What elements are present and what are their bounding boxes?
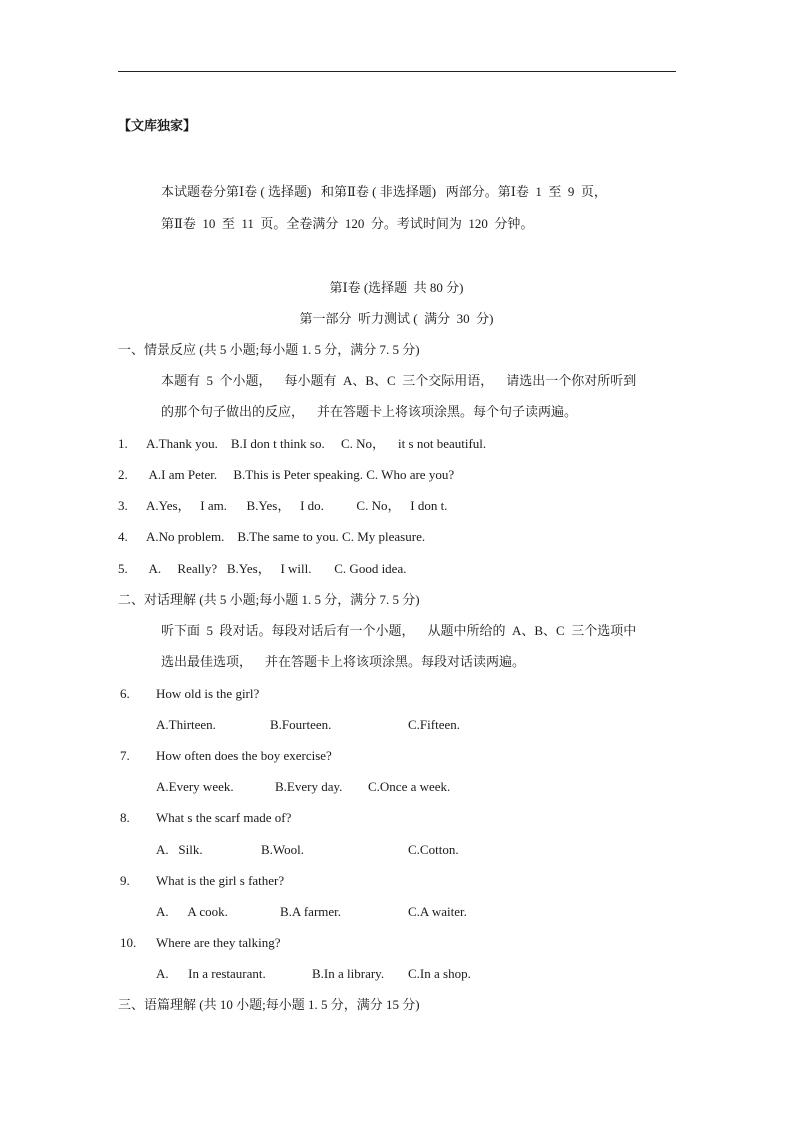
option-c: C.In a shop. [408,966,471,981]
option-c: C.Cotton. [408,842,459,857]
intro-line-2: 第Ⅱ卷 10 至 11 页。全卷满分 120 分。考试时间为 120 分钟。 [161,216,534,231]
option-c: C.A waiter. [408,904,467,919]
question-text: Where are they talking? [156,935,281,950]
section1-instructions-1: 本题有 5 个小题， 每小题有 A、B、C 三个交际用语， 请选出一个你对所听到 [161,373,637,388]
question-text: What is the girl s father? [156,873,285,888]
option-b: B.Fourteen. [270,717,332,732]
question-text: How often does the boy exercise? [156,748,332,763]
intro-line-1: 本试题卷分第Ⅰ卷 ( 选择题) 和第Ⅱ卷 ( 非选择题) 两部分。第Ⅰ卷 1 至 9 页， [161,184,607,199]
question-number: 8. [120,810,130,825]
part-title: 第一部分 听力测试 ( 满分 30 分) [299,311,494,326]
option-c: C.Once a week. [368,779,451,794]
section1-heading: 一、情景反应 (共 5 小题;每小题 1. 5 分，满分 7. 5 分) [118,342,420,357]
question-number: 2. [118,467,128,482]
question-text: A. Really? B.Yes， I will. C. Good idea. [146,561,407,576]
volume-title: 第Ⅰ卷 (选择题 共 80 分) [329,280,464,295]
question-text: What s the scarf made of? [156,810,292,825]
option-b: B.Wool. [261,842,305,857]
section2-heading: 二、对话理解 (共 5 小题;每小题 1. 5 分，满分 7. 5 分) [118,592,420,607]
option-a: A. In a restaurant. [156,966,266,981]
option-b: B.In a library. [312,966,385,981]
question-number: 3. [118,498,128,513]
option-b: B.Every day. [275,779,343,794]
question-number: 10. [120,935,137,950]
section1-instructions-2: 的那个句子做出的反应， 并在答题卡上将该项涂黑。每个句子读两遍。 [161,404,578,419]
question-text: A.Yes， I am. B.Yes， I do. C. No， I don t. [146,498,448,513]
option-a: A. A cook. [156,904,228,919]
section3-heading: 三、语篇理解 (共 10 小题;每小题 1. 5 分，满分 15 分) [118,997,420,1012]
question-number: 6. [120,686,130,701]
question-number: 4. [118,529,128,544]
question-text: A.Thank you. B.I don t think so. C. No， it s not beautiful. [146,436,487,451]
question-number: 7. [120,748,130,763]
question-text: A.I am Peter. B.This is Peter speaking. C. Who are you? [146,467,455,482]
section2-instructions-2: 选出最佳选项， 并在答题卡上将该项涂黑。每段对话读两遍。 [161,654,526,669]
section2-instructions-1: 听下面 5 段对话。每段对话后有一个小题， 从题中所给的 A、B、C 三个选项中 [161,623,637,638]
question-text: How old is the girl? [156,686,260,701]
question-number: 5. [118,561,128,576]
option-a: A.Every week. [156,779,234,794]
question-number: 9. [120,873,130,888]
exclusive-badge: 【文库独家】 [118,118,197,133]
header-rule [118,71,676,72]
question-number: 1. [118,436,128,451]
option-a: A. Silk. [156,842,203,857]
option-b: B.A farmer. [280,904,342,919]
option-a: A.Thirteen. [156,717,216,732]
question-text: A.No problem. B.The same to you. C. My pleasure. [146,529,426,544]
option-c: C.Fifteen. [408,717,460,732]
